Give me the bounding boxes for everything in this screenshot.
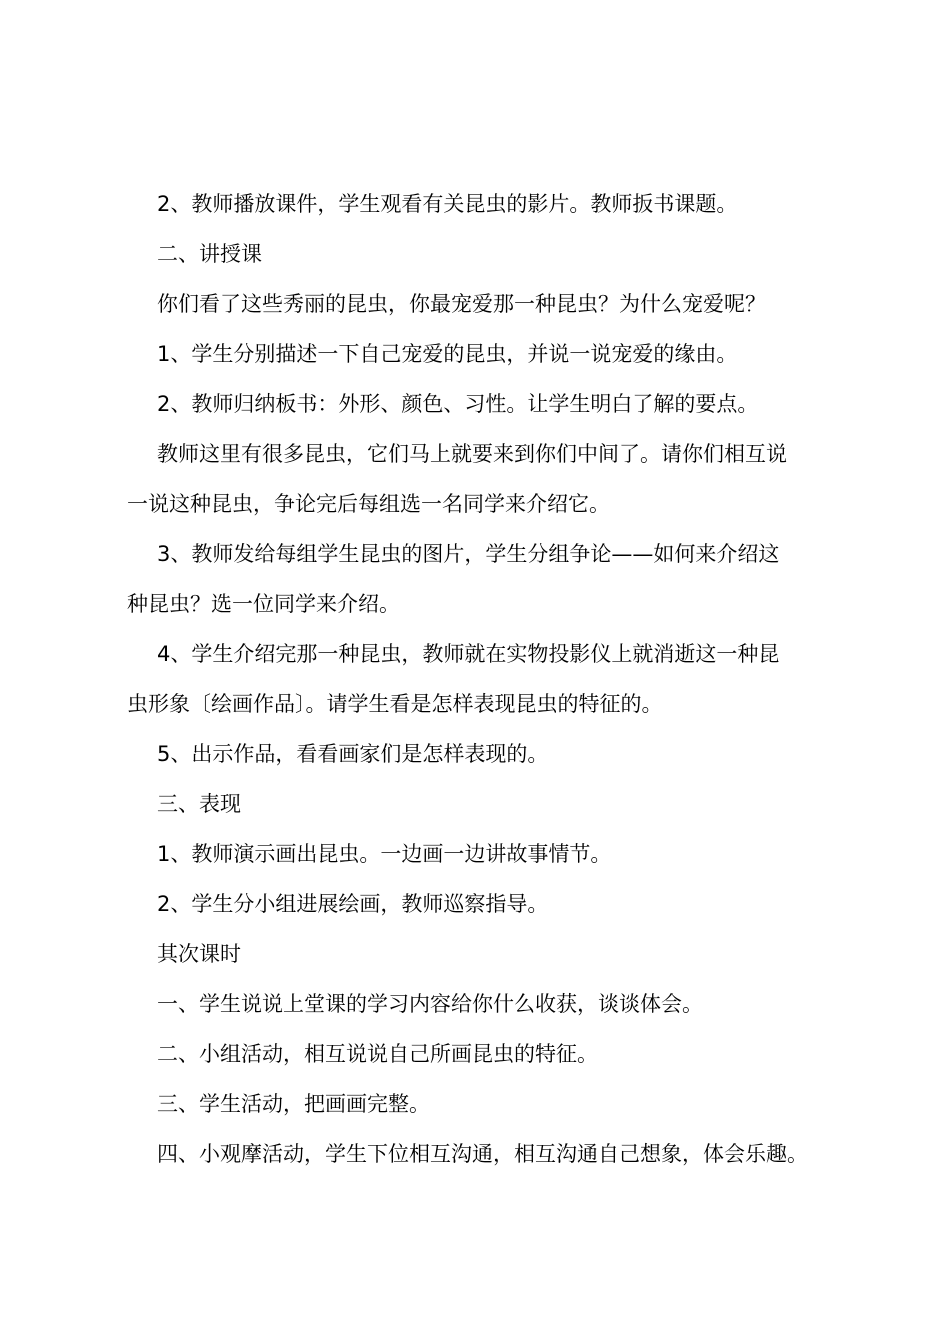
text-line-20: 四、小观摩活动，学生下位相互沟通，相互沟通自己想象，体会乐趣。	[157, 1142, 808, 1166]
text-line-7: 一说这种昆虫，争论完后每组选一名同学来介绍它。	[127, 492, 610, 516]
text-line-1: 2、教师播放课件，学生观看有关昆虫的影片。教师扳书课题。	[157, 192, 738, 216]
text-line-18: 二、小组活动，相互说说自己所画昆虫的特征。	[157, 1042, 598, 1066]
text-line-17: 一、学生说说上堂课的学习内容给你什么收获，谈谈体会。	[157, 992, 703, 1016]
text-line-10: 4、学生介绍完那一种昆虫，教师就在实物投影仪上就消逝这一种昆	[157, 642, 780, 666]
text-line-14: 1、教师演示画出昆虫。一边画一边讲故事情节。	[157, 842, 612, 866]
section-heading-second-period: 其次课时	[157, 942, 241, 966]
text-line-5: 2、教师归纳板书：外形、颜色、习性。让学生明白了解的要点。	[157, 392, 759, 416]
text-line-6: 教师这里有很多昆虫，它们马上就要来到你们中间了。请你们相互说	[157, 442, 787, 466]
text-line-15: 2、学生分小组进展绘画，教师巡察指导。	[157, 892, 549, 916]
text-line-19: 三、学生活动，把画画完整。	[157, 1092, 430, 1116]
text-line-12: 5、出示作品，看看画家们是怎样表现的。	[157, 742, 549, 766]
text-line-8: 3、教师发给每组学生昆虫的图片，学生分组争论——如何来介绍这	[157, 542, 780, 566]
text-line-3: 你们看了这些秀丽的昆虫，你最宠爱那一种昆虫？为什么宠爱呢？	[157, 292, 766, 316]
section-heading-performance: 三、表现	[157, 792, 241, 816]
section-heading-lecture: 二、讲授课	[157, 242, 262, 266]
text-line-9: 种昆虫？选一位同学来介绍。	[127, 592, 400, 616]
text-line-4: 1、学生分别描述一下自己宠爱的昆虫，并说一说宠爱的缘由。	[157, 342, 738, 366]
text-line-11: 虫形象〔绘画作品〕。请学生看是怎样表现昆虫的特征的。	[127, 692, 663, 716]
